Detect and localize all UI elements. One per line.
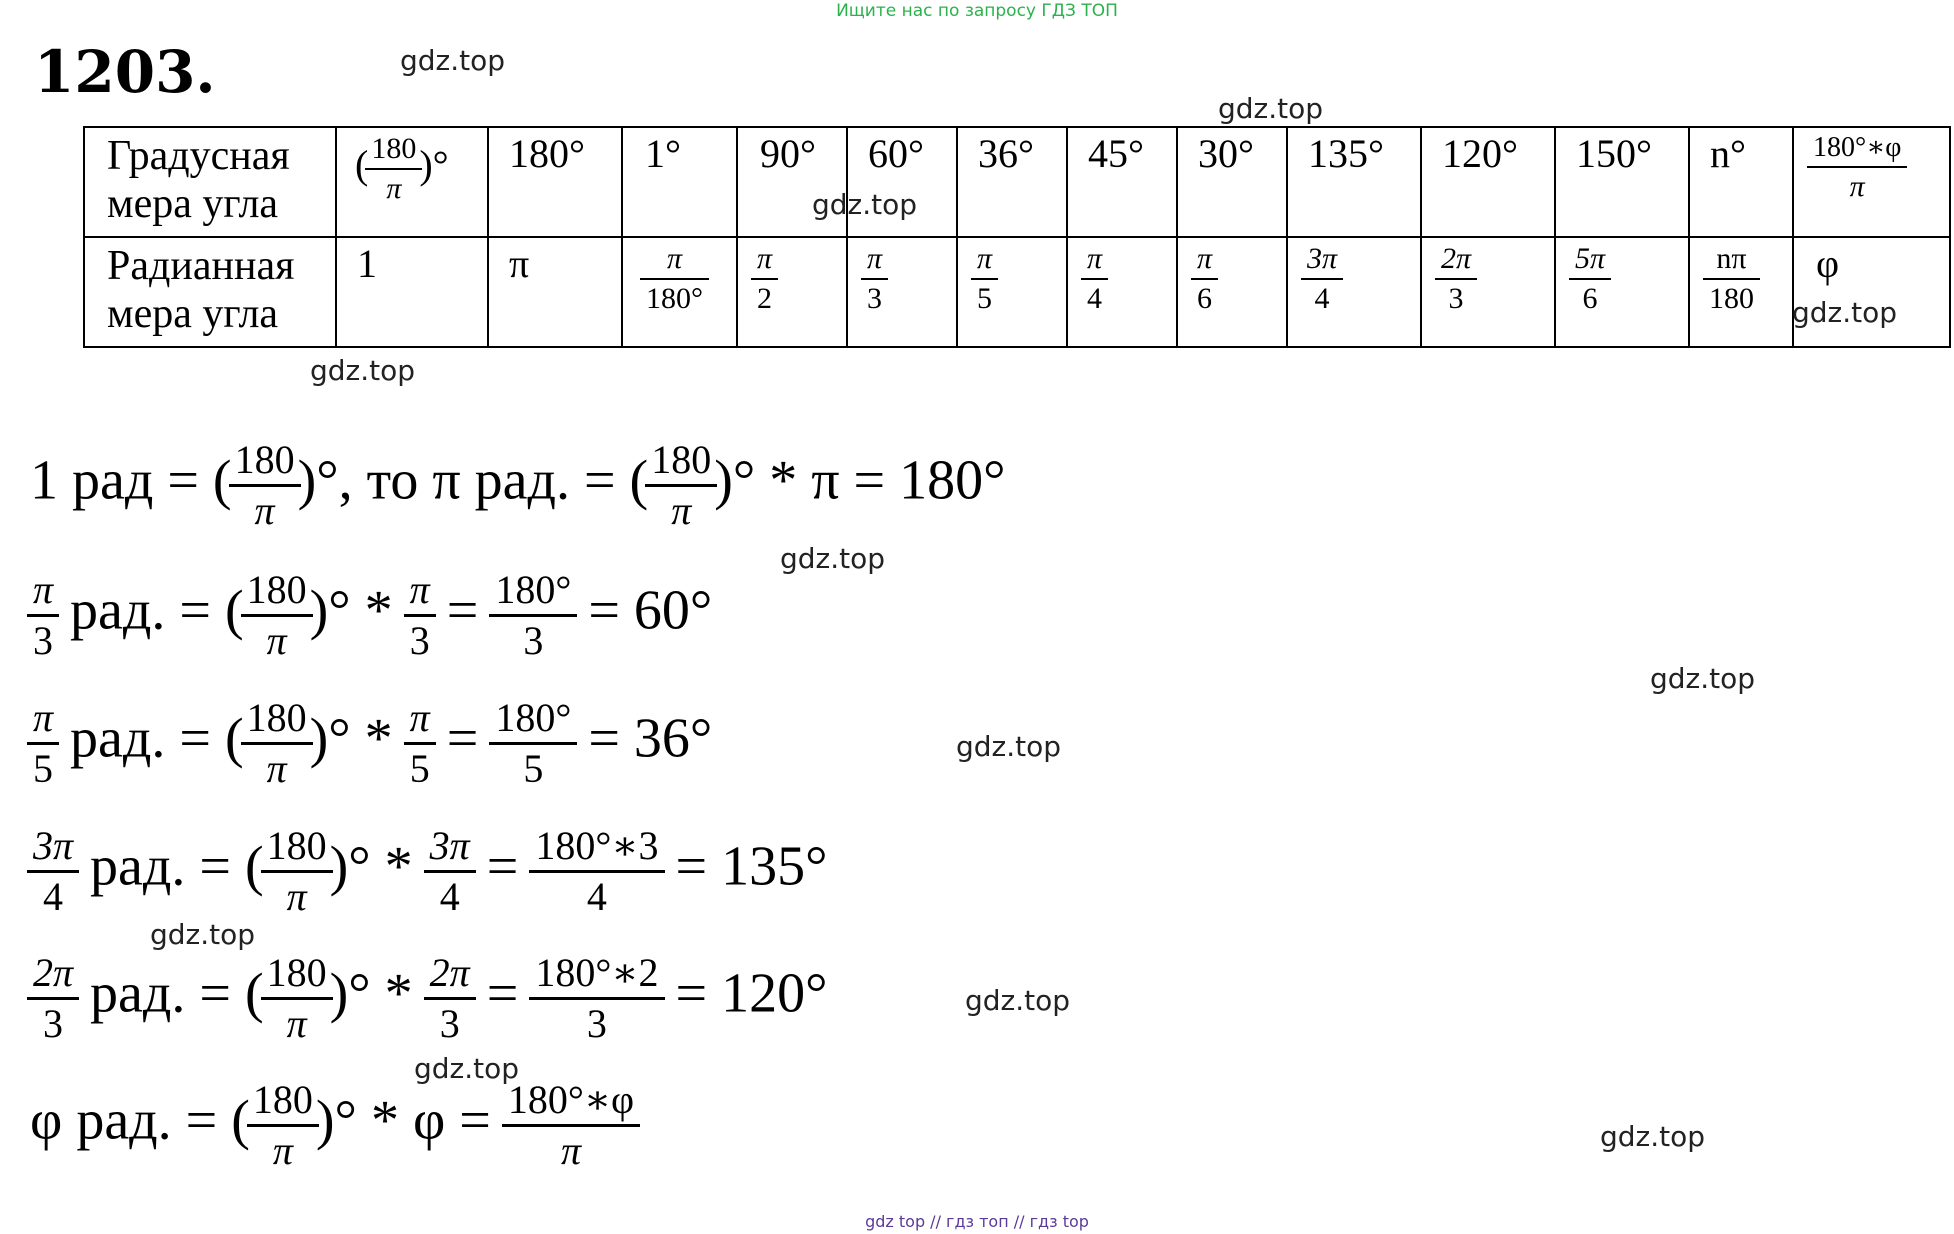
fraction-numerator: 180° xyxy=(495,567,572,612)
fraction-denominator: 180 xyxy=(1703,278,1760,314)
fraction-numerator: 3π xyxy=(1307,242,1338,275)
row-label-line: мера угла xyxy=(107,291,279,338)
fraction-numerator: π xyxy=(977,242,993,275)
fraction-denominator: 4 xyxy=(1301,278,1343,314)
fraction-numerator: π xyxy=(1087,242,1103,275)
table-cell xyxy=(488,237,622,347)
fraction-denominator: 5 xyxy=(404,742,436,789)
eq-text: )° * φ = xyxy=(315,1089,505,1152)
row-label-radians xyxy=(84,237,336,347)
cell-value: 36° xyxy=(978,131,1034,176)
table-cell xyxy=(847,237,957,347)
watermark: gdz.top xyxy=(400,44,506,77)
eq-text: = 135° xyxy=(661,835,828,898)
equation-3 xyxy=(30,695,713,791)
table-cell xyxy=(1177,127,1287,237)
fraction-denominator: 6 xyxy=(1191,278,1218,314)
cell-value: 135° xyxy=(1308,131,1384,176)
fraction-denominator: 3 xyxy=(861,278,888,314)
eq-text: = 120° xyxy=(661,962,828,1025)
fraction-numerator: 180°∗φ xyxy=(1813,132,1902,163)
eq-text: )° * xyxy=(329,835,427,898)
table-cell xyxy=(1067,127,1177,237)
row-label-degrees xyxy=(84,127,336,237)
eq-text: = xyxy=(472,835,533,898)
fraction-denominator: 6 xyxy=(1569,278,1611,314)
table-cell xyxy=(1555,237,1689,347)
fraction-denominator: π xyxy=(241,742,313,789)
cell-value: φ xyxy=(1816,241,1840,286)
table-row-radians xyxy=(84,237,1950,347)
fraction-denominator: 3 xyxy=(404,614,436,661)
eq-text: = 60° xyxy=(574,579,713,642)
table-cell xyxy=(1793,237,1950,347)
fraction-numerator: 5π xyxy=(1575,242,1606,275)
cell-value: 1° xyxy=(645,131,681,176)
fraction-numerator: π xyxy=(409,567,430,612)
fraction-denominator: π xyxy=(502,1124,640,1171)
eq-text: = xyxy=(432,579,493,642)
eq-text: 1 рад = ( xyxy=(30,449,232,512)
fraction-numerator: 180 xyxy=(246,695,307,740)
fraction-denominator: 4 xyxy=(424,870,476,917)
fraction-numerator: 3π xyxy=(33,823,74,868)
fraction-denominator: π xyxy=(645,484,717,531)
fraction-numerator: 180 xyxy=(651,437,712,482)
table-cell xyxy=(622,127,737,237)
fraction-numerator: π xyxy=(409,695,430,740)
watermark: gdz.top xyxy=(1600,1120,1706,1153)
cell-value: 180° xyxy=(509,131,585,176)
fraction-denominator: 5 xyxy=(489,742,577,789)
fraction-denominator: 3 xyxy=(424,997,476,1044)
table-cell xyxy=(1067,237,1177,347)
fraction-denominator: 3 xyxy=(27,997,79,1044)
cell-value: 150° xyxy=(1576,131,1652,176)
table-cell xyxy=(957,127,1067,237)
fraction-denominator: π xyxy=(229,484,301,531)
eq-text: )° * xyxy=(329,962,427,1025)
table-cell xyxy=(1177,237,1287,347)
eq-text: )° * π = 180° xyxy=(714,449,1006,512)
fraction-numerator: π xyxy=(33,695,54,740)
eq-text: )° * xyxy=(309,579,407,642)
fraction-numerator: 180°∗2 xyxy=(535,950,659,995)
cell-value: 60° xyxy=(868,131,924,176)
fraction-numerator: 180 xyxy=(246,567,307,612)
watermark: gdz.top xyxy=(1218,92,1324,125)
fraction-numerator: 180 xyxy=(371,132,417,165)
eq-text: рад. = ( xyxy=(56,579,244,642)
fraction-denominator: π xyxy=(241,614,313,661)
fraction-numerator: nπ xyxy=(1716,242,1747,275)
eq-text: )° * xyxy=(309,707,407,770)
table-cell xyxy=(488,127,622,237)
table-cell xyxy=(1421,237,1555,347)
fraction-numerator: 2π xyxy=(429,950,470,995)
equation-4 xyxy=(30,823,828,919)
table-cell: ( $\frac{180}{\pi}$ )° xyxy=(336,127,488,237)
fraction-numerator: 180 xyxy=(234,437,295,482)
watermark: gdz.top xyxy=(1792,296,1898,329)
fraction-denominator: 4 xyxy=(1081,278,1108,314)
table-cell xyxy=(737,237,847,347)
fraction-denominator: 4 xyxy=(27,870,79,917)
eq-text: = xyxy=(472,962,533,1025)
fraction-denominator: π xyxy=(247,1124,319,1171)
fraction-numerator: 2π xyxy=(1441,242,1472,275)
watermark: gdz.top xyxy=(780,542,886,575)
fraction-numerator: 180° xyxy=(495,695,572,740)
cell-value: 90° xyxy=(760,131,816,176)
table-cell xyxy=(1287,127,1421,237)
fraction-numerator: π xyxy=(867,242,883,275)
cell-value: 45° xyxy=(1088,131,1144,176)
eq-text: рад. = ( xyxy=(76,962,264,1025)
fraction-denominator: 180° xyxy=(640,278,709,314)
table-cell xyxy=(1689,237,1793,347)
eq-text: рад. = ( xyxy=(56,707,244,770)
fraction-numerator: 180 xyxy=(252,1077,313,1122)
table-cell xyxy=(1689,127,1793,237)
eq-text: = 36° xyxy=(574,707,713,770)
watermark: gdz.top xyxy=(965,984,1071,1017)
fraction-denominator: π xyxy=(1807,166,1907,202)
watermark: gdz.top xyxy=(812,188,918,221)
row-label-line: Радианная xyxy=(107,243,295,289)
cell-value: 1 xyxy=(357,241,377,286)
fraction-numerator: π xyxy=(757,242,773,275)
eq-text: )°, то π рад. = ( xyxy=(297,449,649,512)
fraction-numerator: 180 xyxy=(266,950,327,995)
equation-5 xyxy=(30,950,828,1046)
watermark: gdz.top xyxy=(1650,662,1756,695)
angle-measure-table xyxy=(83,126,1951,348)
equation-2 xyxy=(30,567,713,663)
fraction-denominator: 5 xyxy=(971,278,998,314)
eq-text: = xyxy=(432,707,493,770)
watermark: gdz.top xyxy=(310,354,416,387)
problem-number: 1203. xyxy=(34,38,216,106)
table-cell xyxy=(622,237,737,347)
fraction-denominator: 3 xyxy=(489,614,577,661)
table-cell xyxy=(957,237,1067,347)
fraction-denominator: π xyxy=(261,997,333,1044)
cell-value: π xyxy=(509,241,530,286)
table-cell xyxy=(1793,127,1950,237)
equation-1 xyxy=(30,437,1006,533)
table-cell xyxy=(1555,127,1689,237)
fraction-denominator: 2 xyxy=(751,278,778,314)
fraction-numerator: 180 xyxy=(266,823,327,868)
cell-value: n° xyxy=(1710,131,1746,176)
fraction-numerator: 2π xyxy=(33,950,74,995)
fraction-numerator: π xyxy=(1197,242,1213,275)
fraction-denominator: 3 xyxy=(529,997,664,1044)
table-cell xyxy=(336,237,488,347)
top-search-hint-link[interactable]: Ищите нас по запросу ГДЗ ТОП xyxy=(836,1,1118,21)
cell-value: 30° xyxy=(1198,131,1254,176)
eq-text: φ рад. = ( xyxy=(30,1089,250,1152)
fraction-numerator: 180°∗φ xyxy=(507,1077,635,1122)
fraction-numerator: π xyxy=(33,567,54,612)
table-row-degrees xyxy=(84,127,1950,237)
eq-text: рад. = ( xyxy=(76,835,264,898)
watermark: gdz.top xyxy=(150,918,256,951)
table-cell xyxy=(1421,127,1555,237)
table-cell xyxy=(1287,237,1421,347)
footer-links[interactable]: gdz top // гдз топ // гдз top xyxy=(865,1212,1089,1231)
watermark: gdz.top xyxy=(956,730,1062,763)
fraction-denominator: 3 xyxy=(1435,278,1477,314)
row-label-line: мера угла xyxy=(107,181,279,228)
degree-sign: ° xyxy=(432,142,449,188)
fraction-denominator: π xyxy=(261,870,333,917)
equation-6 xyxy=(30,1077,637,1173)
fraction-numerator: 180°∗3 xyxy=(535,823,659,868)
fraction-denominator: π xyxy=(365,168,422,204)
fraction-denominator: 3 xyxy=(27,614,59,661)
fraction-denominator: 5 xyxy=(27,742,59,789)
watermark: gdz.top xyxy=(414,1052,520,1085)
cell-value: 120° xyxy=(1442,131,1518,176)
fraction-denominator: 4 xyxy=(529,870,664,917)
fraction-numerator: 3π xyxy=(429,823,470,868)
row-label-line: Градусная xyxy=(107,133,290,179)
fraction-numerator: π xyxy=(666,242,683,275)
